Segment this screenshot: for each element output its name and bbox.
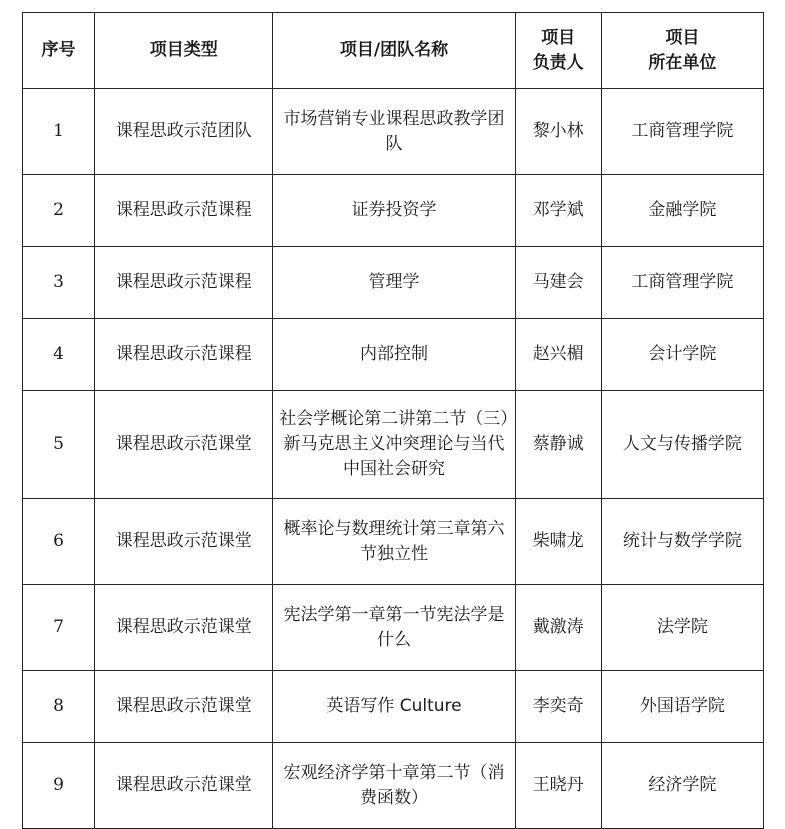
table-row bbox=[23, 175, 764, 247]
cell-index: 2 bbox=[23, 175, 95, 247]
cell-unit: 外国语学院 bbox=[601, 671, 763, 743]
cell-leader: 柴啸龙 bbox=[515, 499, 601, 585]
cell-type: 课程思政示范课程 bbox=[95, 175, 273, 247]
cell-leader: 王晓丹 bbox=[515, 743, 601, 829]
cell-leader: 黎小林 bbox=[515, 89, 601, 175]
cell-name: 内部控制 bbox=[273, 319, 515, 391]
cell-name: 证券投资学 bbox=[273, 175, 515, 247]
cell-unit: 金融学院 bbox=[601, 175, 763, 247]
cell-name: 市场营销专业课程思政教学团队 bbox=[273, 89, 515, 175]
cell-type: 课程思政示范课程 bbox=[95, 247, 273, 319]
cell-unit: 统计与数学学院 bbox=[601, 499, 763, 585]
cell-name: 宪法学第一章第一节宪法学是什么 bbox=[273, 585, 515, 671]
header-type: 项目类型 bbox=[95, 13, 273, 89]
cell-leader: 李奕奇 bbox=[515, 671, 601, 743]
cell-leader: 戴激涛 bbox=[515, 585, 601, 671]
cell-unit: 人文与传播学院 bbox=[601, 391, 763, 499]
header-leader-line1: 项目 bbox=[541, 27, 576, 48]
table-row bbox=[23, 499, 764, 585]
cell-type: 课程思政示范课堂 bbox=[95, 743, 273, 829]
cell-type: 课程思政示范课堂 bbox=[95, 391, 273, 499]
cell-leader: 马建会 bbox=[515, 247, 601, 319]
cell-type: 课程思政示范课堂 bbox=[95, 585, 273, 671]
cell-index: 5 bbox=[23, 391, 95, 499]
header-unit-line2: 所在单位 bbox=[648, 52, 717, 73]
project-table bbox=[22, 12, 764, 829]
cell-index: 8 bbox=[23, 671, 95, 743]
cell-index: 6 bbox=[23, 499, 95, 585]
cell-leader: 邓学斌 bbox=[515, 175, 601, 247]
cell-name: 英语写作 Culture bbox=[273, 671, 515, 743]
header-leader bbox=[515, 13, 601, 89]
cell-type: 课程思政示范课堂 bbox=[95, 499, 273, 585]
cell-name: 管理学 bbox=[273, 247, 515, 319]
cell-unit: 会计学院 bbox=[601, 319, 763, 391]
cell-unit: 工商管理学院 bbox=[601, 89, 763, 175]
cell-index: 7 bbox=[23, 585, 95, 671]
header-leader-line2: 负责人 bbox=[532, 52, 584, 73]
cell-unit: 经济学院 bbox=[601, 743, 763, 829]
cell-type: 课程思政示范课堂 bbox=[95, 671, 273, 743]
cell-index: 3 bbox=[23, 247, 95, 319]
cell-name: 概率论与数理统计第三章第六节独立性 bbox=[273, 499, 515, 585]
header-name: 项目/团队名称 bbox=[273, 13, 515, 89]
table-row bbox=[23, 89, 764, 175]
cell-unit: 工商管理学院 bbox=[601, 247, 763, 319]
cell-name: 宏观经济学第十章第二节（消费函数） bbox=[273, 743, 515, 829]
table-row bbox=[23, 743, 764, 829]
cell-index: 4 bbox=[23, 319, 95, 391]
table-row bbox=[23, 671, 764, 743]
cell-type: 课程思政示范课程 bbox=[95, 319, 273, 391]
table-row bbox=[23, 247, 764, 319]
header-index: 序号 bbox=[23, 13, 95, 89]
cell-leader: 赵兴楣 bbox=[515, 319, 601, 391]
header-unit-line1: 项目 bbox=[665, 27, 700, 48]
cell-index: 1 bbox=[23, 89, 95, 175]
cell-index: 9 bbox=[23, 743, 95, 829]
cell-leader: 蔡静诚 bbox=[515, 391, 601, 499]
table-row bbox=[23, 391, 764, 499]
cell-type: 课程思政示范团队 bbox=[95, 89, 273, 175]
cell-name: 社会学概论第二讲第二节（三）新马克思主义冲突理论与当代中国社会研究 bbox=[273, 391, 515, 499]
table-row bbox=[23, 319, 764, 391]
table-row bbox=[23, 585, 764, 671]
cell-unit: 法学院 bbox=[601, 585, 763, 671]
table-header-row bbox=[23, 13, 764, 89]
header-unit bbox=[601, 13, 763, 89]
